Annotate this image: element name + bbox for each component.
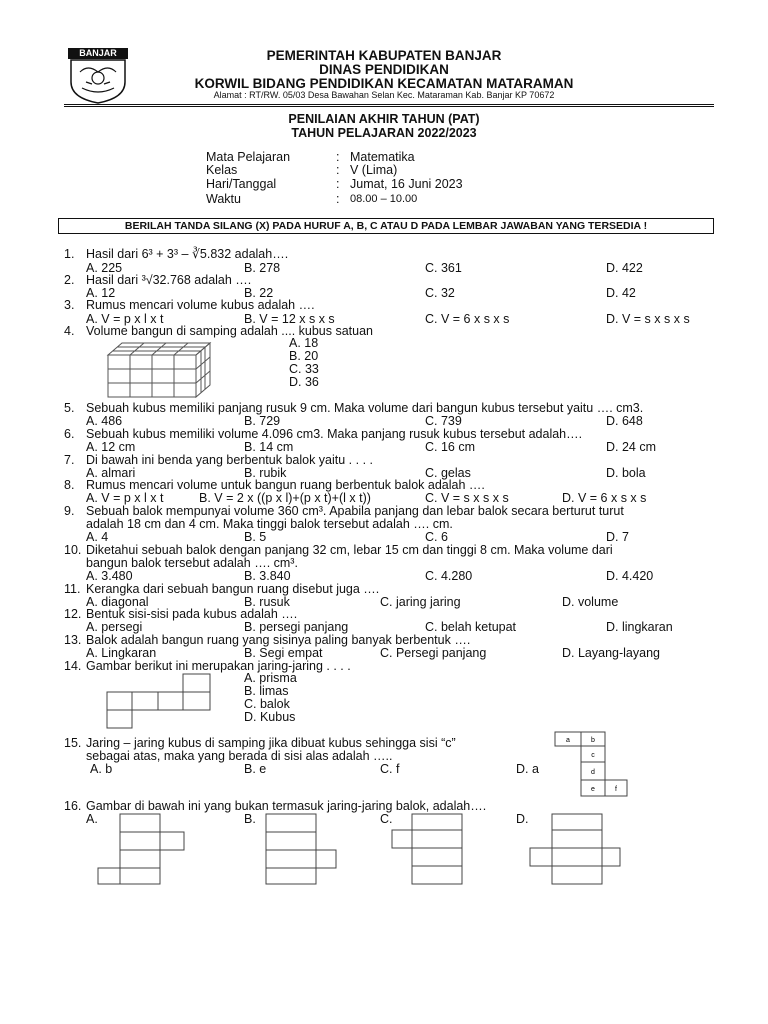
option-c: C. 739 — [425, 414, 462, 428]
question-number: 3. — [64, 298, 75, 312]
meta-sep: : — [336, 177, 340, 191]
option-c: C. 361 — [425, 261, 462, 275]
option-d: D. 36 — [289, 375, 319, 389]
net-label-b: b — [591, 737, 595, 744]
option-d: D. Kubus — [244, 710, 296, 724]
option-d: D. V = s x s x s — [606, 312, 690, 326]
option-d: D. — [516, 812, 529, 826]
header-rule — [64, 104, 714, 107]
header-line-1: PEMERINTAH KABUPATEN BANJAR — [266, 48, 502, 63]
option-c: C. 16 cm — [425, 440, 476, 454]
question-number: 16. — [64, 799, 82, 813]
net-option-c-figure — [392, 814, 466, 886]
option-b: B. 22 — [244, 286, 274, 300]
header-line-2: DINAS PENDIDIKAN — [319, 62, 449, 77]
option-c: C. f — [380, 762, 400, 776]
option-c: C. V = s x s x s — [425, 491, 509, 505]
question-text: Sebuah kubus memiliki panjang rusuk 9 cm. Maka volume dari bangun kubus tersebut yaitu …. cm3. — [86, 401, 644, 415]
meta-value: Matematika — [350, 150, 415, 164]
option-c: C. belah ketupat — [425, 620, 517, 634]
option-c: C. V = 6 x s x s — [425, 312, 510, 326]
option-b: B. 729 — [244, 414, 281, 428]
option-d: D. lingkaran — [606, 620, 673, 634]
net-option-a-figure — [98, 814, 186, 886]
question-text: Volume bangun di samping adalah .... kubus satuan — [86, 324, 374, 338]
option-d: D. bola — [606, 466, 646, 480]
question-number: 1. — [64, 247, 75, 261]
header-line-3: KORWIL BIDANG PENDIDIKAN KECAMATAN MATARAMAN — [194, 76, 574, 91]
option-a: A. V = p x l x t — [86, 312, 164, 326]
question-text-line-2: adalah 18 cm dan 4 cm. Maka tinggi balok tersebut adalah …. cm. — [86, 517, 453, 531]
question-text-line-2: sebagai atas, maka yang berada di sisi alas adalah ….. — [86, 749, 393, 763]
question-text: Balok adalah bangun ruang yang sisinya paling banyak berbentuk …. — [86, 633, 471, 647]
option-a: A. b — [90, 762, 113, 776]
option-b: B. 20 — [289, 349, 319, 363]
question-number: 7. — [64, 453, 75, 467]
question-number: 9. — [64, 504, 75, 518]
question-text: Rumus mencari volume untuk bangun ruang berbentuk balok adalah …. — [86, 478, 485, 492]
option-d: D. V = 6 x s x s — [562, 491, 647, 505]
question-text: Sebuah kubus memiliki volume 4.096 cm3. Maka panjang rusuk kubus tersebut adalah…. — [86, 427, 583, 441]
option-b: B. limas — [244, 684, 289, 698]
question-text: Gambar berikut ini merupakan jaring-jaring . . . . — [86, 659, 351, 673]
net-label-e: e — [591, 786, 595, 793]
option-b: B. rusuk — [244, 595, 290, 609]
net-option-b-figure — [266, 814, 340, 886]
question-number: 6. — [64, 427, 75, 441]
option-c: C. Persegi panjang — [380, 646, 487, 660]
question-text: Hasil dari ³√32.768 adalah …. — [86, 273, 252, 287]
option-d: D. a — [516, 762, 539, 776]
question-number: 14. — [64, 659, 82, 673]
question-number: 10. — [64, 543, 82, 557]
exam-year: TAHUN PELAJARAN 2022/2023 — [291, 126, 477, 140]
option-a: A. 3.480 — [86, 569, 133, 583]
option-b: B. Segi empat — [244, 646, 323, 660]
question-text: Di bawah ini benda yang berbentuk balok yaitu . . . . — [86, 453, 373, 467]
question-text: Rumus mencari volume kubus adalah …. — [86, 298, 315, 312]
option-a: A. 225 — [86, 261, 123, 275]
logo-text: BANJAR — [79, 48, 117, 58]
option-a: A. diagonal — [86, 595, 149, 609]
meta-value: Jumat, 16 Juni 2023 — [350, 177, 463, 191]
option-a: A. V = p x l x t — [86, 491, 164, 505]
question-number: 8. — [64, 478, 75, 492]
meta-value: 08.00 – 10.00 — [350, 193, 418, 205]
option-b: B. V = 2 x ((p x l)+(p x t)+(l x t)) — [199, 491, 371, 505]
option-d: D. 24 cm — [606, 440, 657, 454]
option-b: B. 5 — [244, 530, 267, 544]
option-c: C. jaring jaring — [380, 595, 461, 609]
meta-sep: : — [336, 150, 340, 164]
labeled-cube-net-figure — [555, 732, 629, 798]
option-c: C. — [380, 812, 393, 826]
question-text: Kerangka dari sebuah bangun ruang disebut juga …. — [86, 582, 380, 596]
meta-label: Waktu — [206, 192, 241, 206]
question-text: Bentuk sisi-sisi pada kubus adalah …. — [86, 607, 298, 621]
meta-label: Kelas — [206, 163, 238, 177]
option-b: B. persegi panjang — [244, 620, 349, 634]
option-d: D. 7 — [606, 530, 629, 544]
option-a: A. almari — [86, 466, 136, 480]
option-d: D. volume — [562, 595, 619, 609]
option-c: C. 33 — [289, 362, 319, 376]
option-b: B. e — [244, 762, 267, 776]
header-address: Alamat : RT/RW. 05/03 Desa Bawahan Selan Kec. Mataraman Kab. Banjar KP 70672 — [213, 90, 555, 100]
option-b: B. 3.840 — [244, 569, 291, 583]
meta-label: Hari/Tanggal — [206, 177, 277, 191]
instruction-box: BERILAH TANDA SILANG (X) PADA HURUF A, B, C ATAU D PADA LEMBAR JAWABAN YANG TERSEDIA ! — [58, 218, 714, 234]
net-label-d: d — [591, 769, 595, 776]
question-number: 4. — [64, 324, 75, 338]
option-d: D. 42 — [606, 286, 636, 300]
option-c: C. balok — [244, 697, 290, 711]
option-a: A. Lingkaran — [86, 646, 157, 660]
option-a: A. 12 cm — [86, 440, 136, 454]
meta-value: V (Lima) — [350, 163, 398, 177]
cube-net-figure — [106, 673, 212, 729]
option-c: C. 6 — [425, 530, 448, 544]
question-number: 13. — [64, 633, 82, 647]
question-number: 15. — [64, 736, 82, 750]
net-label-c: c — [591, 752, 595, 759]
question-number: 11. — [64, 582, 81, 596]
option-b: B. 14 cm — [244, 440, 294, 454]
option-d: D. 648 — [606, 414, 643, 428]
option-b: B. rubik — [244, 466, 287, 480]
question-text: Gambar di bawah ini yang bukan termasuk jaring-jaring balok, adalah…. — [86, 799, 487, 813]
option-d: D. Layang-layang — [562, 646, 660, 660]
option-c: C. 32 — [425, 286, 455, 300]
cube-stack-figure — [108, 341, 212, 397]
option-c: C. 4.280 — [425, 569, 473, 583]
question-number: 2. — [64, 273, 75, 287]
meta-sep: : — [336, 192, 340, 206]
option-c: C. gelas — [425, 466, 471, 480]
exam-title: PENILAIAN AKHIR TAHUN (PAT) — [288, 112, 480, 126]
net-option-d-figure — [530, 814, 622, 886]
option-b: B. 278 — [244, 261, 281, 275]
question-number: 12. — [64, 607, 82, 621]
option-a: A. — [86, 812, 98, 826]
question-text-line-2: bangun balok tersebut adalah …. cm³. — [86, 556, 298, 570]
option-a: A. 18 — [289, 336, 319, 350]
question-text: Hasil dari 6³ + 3³ – ∛5.832 adalah…. — [86, 247, 289, 261]
question-text: Jaring – jaring kubus di samping jika dibuat kubus sehingga sisi “c” — [86, 736, 456, 750]
question-number: 5. — [64, 401, 75, 415]
meta-label: Mata Pelajaran — [206, 150, 291, 164]
question-text: Sebuah balok mempunyai volume 360 cm³. Apabila panjang dan lebar balok secara berturut turut — [86, 504, 624, 518]
option-a: A. prisma — [244, 671, 297, 685]
net-label-a: a — [566, 737, 570, 744]
option-a: A. 4 — [86, 530, 109, 544]
option-a: A. 486 — [86, 414, 123, 428]
option-a: A. 12 — [86, 286, 116, 300]
option-d: D. 4.420 — [606, 569, 654, 583]
question-text: Diketahui sebuah balok dengan panjang 32 cm, lebar 15 cm dan tinggi 8 cm. Maka volume dari — [86, 543, 613, 557]
option-d: D. 422 — [606, 261, 643, 275]
option-a: A. persegi — [86, 620, 143, 634]
option-b: B. — [244, 812, 256, 826]
meta-sep: : — [336, 163, 340, 177]
option-b: B. V = 12 x s x s — [244, 312, 335, 326]
net-label-f: f — [615, 786, 617, 793]
